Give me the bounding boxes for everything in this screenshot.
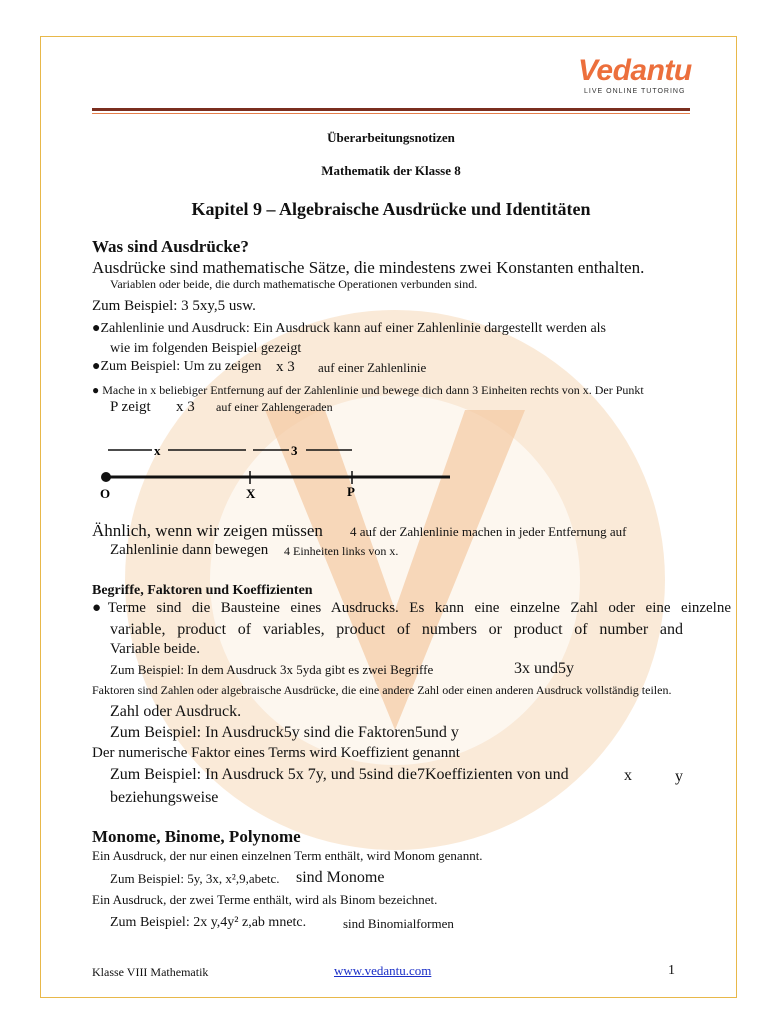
monomial-example-a: Zum Beispiel: 5y, 3x, x²,9,abetc.: [110, 871, 280, 886]
header-rule: [92, 108, 690, 111]
similar-line-1-b: 4 auf der Zahlenlinie machen in jeder Entfernung auf: [350, 524, 627, 539]
coefficient-definition: Der numerische Faktor eines Terms wird Koeffizient genannt: [92, 745, 460, 761]
notes-title: Überarbeitungsnotizen: [327, 130, 455, 145]
logo-wordmark: Vedantu: [578, 54, 692, 87]
header-rule-accent: [92, 113, 690, 114]
logo-tagline: LIVE ONLINE TUTORING: [584, 88, 686, 95]
section-heading-expressions: Was sind Ausdrücke?: [92, 237, 249, 256]
factors-definition: Faktoren sind Zahlen oder algebraische Ausdrücke, die eine andere Zahl oder einen anderen Ausdruck vollständig teilen.: [92, 683, 672, 697]
monomial-example-b: sind Monome: [296, 869, 385, 886]
section-heading-monomials: Monome, Binome, Polynome: [92, 827, 301, 846]
bullet-numberline-line-2: wie im folgenden Beispiel gezeigt: [110, 341, 302, 356]
example-expressions: Zum Beispiel: 3 5xy,5 usw.: [92, 298, 256, 314]
bullet-point-expr: x 3: [176, 399, 195, 415]
segment-3-label: 3: [291, 443, 298, 458]
coefficient-example-y: y: [675, 768, 683, 785]
chapter-title: Kapitel 9 – Algebraische Ausdrücke und Identitäten: [191, 199, 591, 219]
coefficient-respectively: beziehungsweise: [110, 789, 219, 806]
footer-subject: Klasse VIII Mathematik: [92, 965, 209, 979]
terms-line-3: Variable beide.: [110, 641, 200, 657]
bullet-move-text: ● Mache in x beliebiger Entfernung auf der Zahlenlinie und bewege dich dann 3 Einheiten rechts von x. Der Punkt: [92, 383, 644, 397]
bullet-example-expr: x 3: [276, 359, 295, 375]
factors-example: Zum Beispiel: In Ausdruck5y sind die Faktoren5und y: [110, 724, 459, 741]
page-number: 1: [668, 963, 675, 978]
coefficient-example: Zum Beispiel: In Ausdruck 5x 7y, und 5sind die7Koeffizienten von und: [110, 766, 569, 783]
similar-line-2-b: 4 Einheiten links von x.: [284, 544, 399, 558]
label-x: X: [246, 486, 256, 501]
segment-x-label: x: [154, 443, 161, 458]
label-p: P: [347, 484, 355, 499]
bullet-point-end: auf einer Zahlengeraden: [216, 400, 333, 414]
vedantu-logo[interactable]: [578, 54, 694, 100]
grade-title: Mathematik der Klasse 8: [321, 163, 461, 178]
footer-website-link[interactable]: www.vedantu.com: [334, 963, 432, 978]
terms-example-b: 3x und5y: [514, 660, 574, 677]
binomial-example-a: Zum Beispiel: 2x y,4y² z,ab mnetc.: [110, 915, 307, 930]
definition-line-2: Variablen oder beide, die durch mathematische Operationen verbunden sind.: [110, 277, 478, 291]
terms-line-2: variable, product of variables, product of numbers or product of number and: [110, 621, 683, 638]
bullet-example-c: auf einer Zahlenlinie: [318, 360, 427, 375]
label-o: O: [100, 486, 111, 501]
bullet-numberline-line-1: ●Zahlenlinie und Ausdruck: Ein Ausdruck kann auf einer Zahlenlinie dargestellt werden als: [92, 321, 606, 336]
origin-point: [101, 472, 111, 482]
factors-definition-2: Zahl oder Ausdruck.: [110, 703, 242, 720]
similar-line-2-a: Zahlenlinie dann bewegen: [110, 542, 269, 558]
number-line-diagram: [96, 438, 466, 502]
definition-line-1: Ausdrücke sind mathematische Sätze, die mindestens zwei Konstanten enthalten.: [92, 258, 645, 277]
similar-line-1-a: Ähnlich, wenn wir zeigen müssen: [92, 521, 323, 540]
section-heading-terms: Begriffe, Faktoren und Koeffizienten: [92, 583, 313, 598]
binomial-definition: Ein Ausdruck, der zwei Terme enthält, wird als Binom bezeichnet.: [92, 892, 438, 907]
monomial-definition: Ein Ausdruck, der nur einen einzelnen Term enthält, wird Monom genannt.: [92, 848, 483, 863]
binomial-example-b: sind Binomialformen: [343, 916, 454, 931]
bullet-point-p: P zeigt: [110, 399, 151, 415]
terms-line-1: ●Terme sind die Bausteine eines Ausdrucks. Es kann eine einzelne Zahl oder eine einzelne: [92, 600, 731, 616]
bullet-example-a: ●Zum Beispiel: Um zu zeigen: [92, 359, 262, 374]
coefficient-example-x: x: [624, 767, 632, 784]
terms-example-a: Zum Beispiel: In dem Ausdruck 3x 5yda gibt es zwei Begriffe: [110, 662, 434, 677]
